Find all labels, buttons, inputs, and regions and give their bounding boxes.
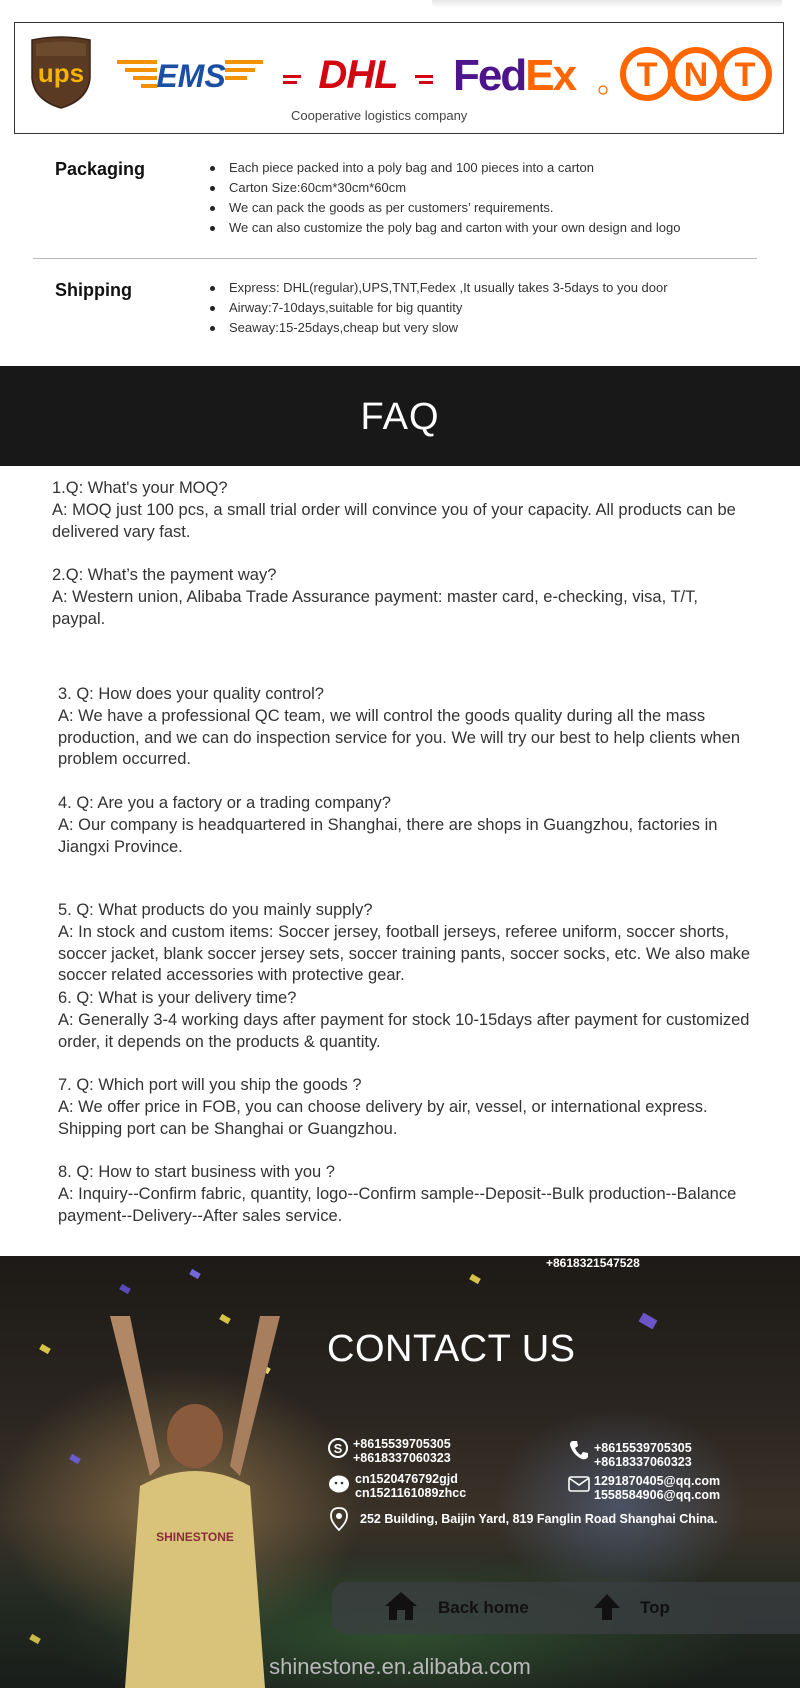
faq-question: 8. Q: How to start business with you ?: [58, 1163, 335, 1181]
email-icon: [568, 1476, 590, 1492]
phone-icon: [570, 1440, 588, 1460]
arrow-up-icon[interactable]: [592, 1592, 622, 1622]
tnt-letter: T: [734, 56, 756, 94]
confetti-decoration: [29, 1634, 41, 1644]
confetti-decoration: [639, 1313, 658, 1330]
dhl-wordmark: DHL: [318, 53, 398, 95]
shipping-list: [210, 278, 668, 338]
section-divider: [33, 258, 757, 259]
ems-logo: [117, 55, 263, 93]
email-address[interactable]: 1291870405@qq.com: [594, 1474, 721, 1488]
faq-question: 7. Q: Which port will you ship the goods ?: [58, 1076, 362, 1094]
faq-question: 2.Q: What’s the payment way?: [52, 566, 277, 584]
top-tab-edge: [432, 0, 782, 8]
wechat-id[interactable]: cn1521161089zhcc: [355, 1486, 467, 1500]
faq-item-8: [58, 1162, 758, 1227]
wechat-id[interactable]: cn1520476792gjd: [355, 1472, 458, 1486]
svg-text:FedEx: [453, 51, 578, 100]
contact-top-phone: +8618321547528: [546, 1256, 640, 1270]
faq-answer: A: Inquiry--Confirm fabric, quantity, logo--Confirm sample--Deposit--Bulk production--Balance payment--Delivery--After sales service.: [58, 1184, 737, 1225]
faq-answer: A: In stock and custom items: Soccer jersey, football jerseys, referee uniform, soccer shorts, soccer jacket, blank soccer jersey sets, soccer training pants, soccer socks, etc. We also make soccer related accessories with protective gear.: [58, 922, 751, 985]
skype-icon: [328, 1438, 348, 1458]
home-icon[interactable]: [384, 1590, 418, 1622]
faq-question: 4. Q: Are you a factory or a trading company?: [58, 794, 391, 812]
packaging-list: [210, 158, 680, 238]
skype-numbers[interactable]: [353, 1437, 451, 1465]
confetti-decoration: [69, 1454, 81, 1464]
skype-number[interactable]: +8615539705305: [353, 1437, 451, 1451]
confetti-decoration: [189, 1269, 201, 1279]
faq-item-5: [58, 900, 768, 987]
dhl-logo: [283, 53, 433, 95]
email-address[interactable]: 1558584906@qq.com: [594, 1488, 721, 1502]
tnt-logo: [620, 45, 772, 103]
phone-number[interactable]: +8618337060323: [594, 1455, 692, 1469]
back-home-link[interactable]: Back home: [438, 1598, 529, 1617]
site-url[interactable]: shinestone.en.alibaba.com: [269, 1654, 531, 1679]
fan-photo: [90, 1316, 300, 1688]
fedex-fed: Fed: [453, 51, 526, 100]
faq-answer: A: We have a professional QC team, we will control the goods quality during all the mass production, and we can do inspection service for you. We will try our best to help clients when problem occurred.: [58, 706, 741, 769]
top-link[interactable]: Top: [640, 1598, 670, 1617]
address: 252 Building, Baijin Yard, 819 Fanglin Road Shanghai China.: [360, 1512, 718, 1526]
faq-question: 3. Q: How does your quality control?: [58, 685, 324, 703]
packaging-title: Packaging: [55, 159, 146, 179]
confetti-decoration: [469, 1274, 481, 1284]
faq-question: 1.Q: What's your MOQ?: [52, 479, 228, 497]
confetti-decoration: [39, 1344, 51, 1354]
location-icon: [330, 1507, 348, 1531]
list-item: Seaway:15-25days,cheap but very slow: [210, 318, 668, 338]
ems-wordmark: EMS: [156, 58, 226, 93]
tnt-letter: T: [636, 56, 658, 94]
confetti-decoration: [119, 1284, 131, 1294]
contact-title: CONTACT US: [327, 1328, 576, 1370]
svg-text:S: S: [333, 1441, 343, 1456]
logistics-caption: Cooperative logistics company: [291, 108, 468, 123]
wechat-ids[interactable]: [355, 1472, 466, 1500]
shirt-text: SHINESTONE: [156, 1530, 234, 1544]
faq-header: [0, 366, 800, 466]
faq-item-7: [58, 1075, 768, 1140]
wechat-icon: [328, 1474, 350, 1494]
nav-bar: [332, 1582, 800, 1634]
contact-section: [0, 1256, 800, 1688]
tnt-letter: N: [683, 56, 709, 94]
ups-wordmark: ups: [37, 58, 85, 88]
faq-question: 5. Q: What products do you mainly supply?: [58, 901, 373, 919]
faq-title: FAQ: [360, 396, 440, 438]
list-item: Airway:7-10days,suitable for big quantity: [210, 298, 668, 318]
faq-item-6: [58, 988, 768, 1053]
list-item: We can pack the goods as per customers’ requirements.: [210, 198, 680, 218]
faq-answer: A: Generally 3-4 working days after payment for stock 10-15days after payment for customized order, it depends on the products & quantity.: [58, 1010, 750, 1051]
email-addresses[interactable]: [594, 1474, 720, 1502]
faq-answer: A: MOQ just 100 pcs, a small trial order will convince you of your capacity. All products can be delivered vary fast.: [52, 500, 736, 541]
list-item: We can also customize the poly bag and carton with your own design and logo: [210, 218, 680, 238]
faq-answer: A: Our company is headquartered in Shanghai, there are shops in Guangzhou, factories in Jiangxi Province.: [58, 815, 718, 856]
faq-item-2: [52, 565, 742, 630]
fedex-ex: Ex: [525, 51, 576, 100]
phone-number[interactable]: +8615539705305: [594, 1441, 692, 1455]
faq-answer: A: We offer price in FOB, you can choose delivery by air, vessel, or international express. Shipping port can be Shanghai or Guangzhou.: [58, 1097, 708, 1138]
faq-question: 6. Q: What is your delivery time?: [58, 989, 297, 1007]
faq-item-1: [52, 478, 752, 543]
list-item: Carton Size:60cm*30cm*60cm: [210, 178, 680, 198]
faq-answer: A: Western union, Alibaba Trade Assurance payment: master card, e-checking, visa, T/T, paypal.: [52, 587, 698, 628]
ups-logo: [28, 34, 94, 110]
shipping-title: Shipping: [55, 280, 132, 300]
list-item: Each piece packed into a poly bag and 100 pieces into a carton: [210, 158, 680, 178]
faq-item-3: [58, 684, 768, 771]
list-item: Express: DHL(regular),UPS,TNT,Fedex ,It usually takes 3-5days to you door: [210, 278, 668, 298]
skype-number[interactable]: +8618337060323: [353, 1451, 451, 1465]
fedex-logo: [453, 50, 613, 100]
phone-numbers[interactable]: [594, 1441, 692, 1469]
faq-item-4: [58, 793, 768, 858]
logistics-banner: [14, 22, 784, 134]
